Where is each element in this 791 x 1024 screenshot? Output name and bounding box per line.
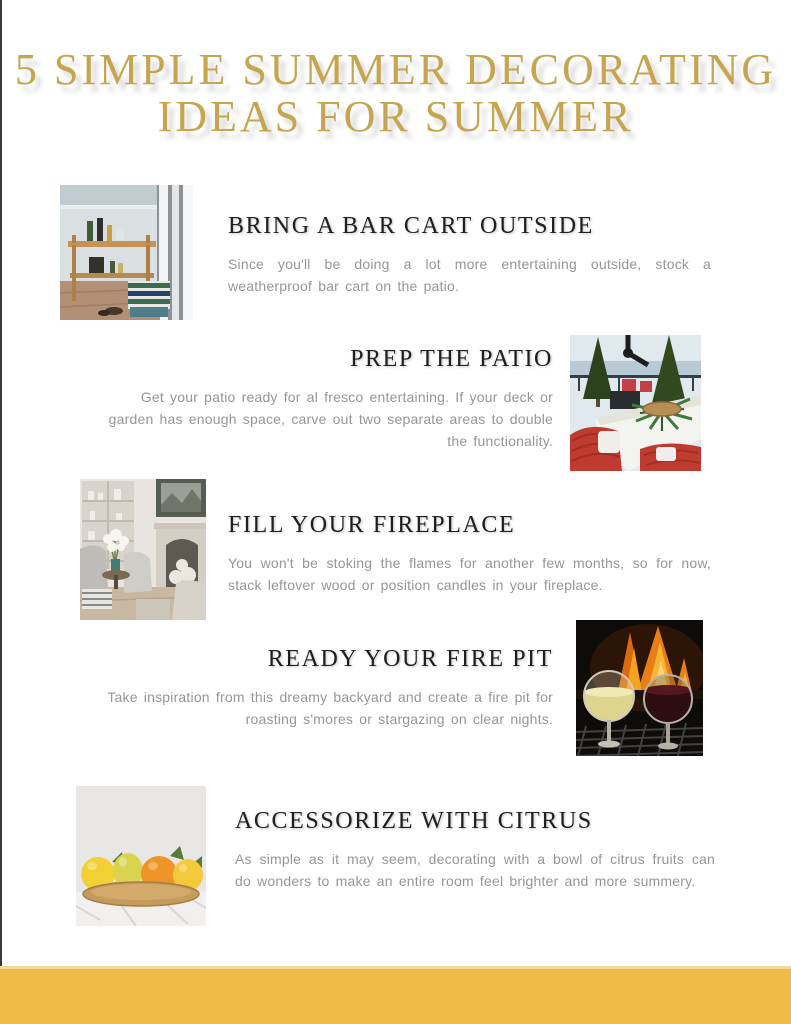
section-citrus bbox=[235, 808, 715, 892]
section-fire-pit bbox=[100, 646, 553, 730]
section-body: Since you'll be doing a lot more entertaining outside, stock a weatherproof bar cart on the patio. bbox=[228, 256, 711, 294]
left-border-line bbox=[0, 0, 2, 1024]
section-heading: PREP THE PATIO bbox=[350, 346, 553, 372]
fire-wine-illustration bbox=[576, 620, 703, 756]
footer-accent-bar bbox=[0, 966, 791, 1024]
patio-red-chairs-photo bbox=[570, 335, 701, 471]
title-line-1: 5 SIMPLE SUMMER DECORATING bbox=[14, 45, 777, 94]
page-title bbox=[0, 46, 791, 140]
bar-cart-illustration bbox=[60, 185, 193, 320]
section-heading: FILL YOUR FIREPLACE bbox=[228, 512, 516, 538]
section-heading: BRING A BAR CART OUTSIDE bbox=[228, 213, 594, 239]
section-fill-fireplace bbox=[228, 512, 711, 596]
section-body: As simple as it may seem, decorating with a bowl of citrus fruits can do wonders to make an entire room feel brighter and more summery. bbox=[235, 851, 715, 889]
citrus-tray-photo bbox=[76, 786, 206, 926]
section-body: Take inspiration from this dreamy backyard and create a fire pit for roasting s'mores or stargazing on clear nights. bbox=[107, 689, 553, 727]
wine-glasses-fire-photo bbox=[576, 620, 703, 756]
bar-cart-photo bbox=[60, 185, 193, 320]
section-heading: ACCESSORIZE WITH CITRUS bbox=[235, 808, 593, 834]
section-body: Get your patio ready for al fresco entertaining. If your deck or garden has enough space, carve out two separate areas to double the functionality. bbox=[108, 389, 553, 449]
living-room-illustration bbox=[80, 479, 206, 620]
section-prep-patio bbox=[95, 346, 553, 452]
patio-illustration bbox=[570, 335, 701, 471]
title-line-2: IDEAS FOR SUMMER bbox=[157, 92, 634, 141]
section-body: You won't be stoking the flames for another few months, so for now, stack leftover wood or position candles in your fireplace. bbox=[228, 555, 711, 593]
section-bar-cart bbox=[228, 213, 711, 297]
citrus-illustration bbox=[76, 786, 206, 926]
section-heading: READY YOUR FIRE PIT bbox=[267, 646, 553, 672]
living-room-fireplace-photo bbox=[80, 479, 206, 620]
